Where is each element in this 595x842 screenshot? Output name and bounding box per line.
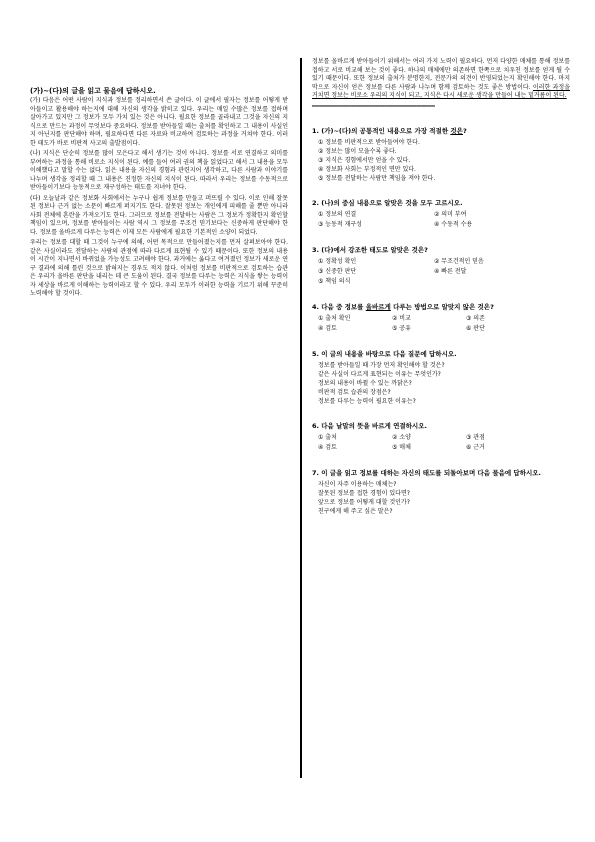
question-7-title: 7. 이 글을 읽고 정보를 대하는 자신의 태도를 되돌아보며 다음 물음에 답하시오. <box>312 469 542 477</box>
option[interactable]: ④ 빠른 전달 <box>434 268 467 275</box>
sub-question: 비판적 검토 습관의 장점은? <box>318 389 391 396</box>
option[interactable]: ⑥ 근거 <box>466 444 485 451</box>
option[interactable]: ④ 검토 <box>318 325 337 332</box>
question-2-options <box>312 210 570 230</box>
continuation-text: 정보를 올바르게 받아들이기 위해서는 여러 가지 노력이 필요하다. 먼저 다양한 매체를 통해 정보를 접하고 서로 비교해 보는 것이 좋다. 하나의 매체에만 의존하면 한쪽으로 치우친 정보를 얻게 될 수 있기 때문이다. 또한 정보의 출처가 분명한지, 전문가의 의견이 반영되었는지 확인해야 한다. 마지막으로 자신이 얻은 정보를 다른 사람과 나누며 함께 검토하는 것도 좋은 방법이다. <box>312 58 570 91</box>
option[interactable]: ⑤ 공유 <box>392 325 411 332</box>
question-3-title: 3. (다)에서 강조한 태도로 알맞은 것은? <box>312 246 428 254</box>
option[interactable]: ④ 정보화 사회는 부정적인 면만 있다. <box>318 166 416 173</box>
option[interactable]: ③ 지식은 경험에서만 얻을 수 있다. <box>318 157 411 164</box>
question-4-title-text: 4. 다음 중 정보를 <box>312 303 366 311</box>
question-6 <box>312 422 570 453</box>
option[interactable]: ③ 관점 <box>466 434 485 441</box>
question-4-title-suffix: 다루는 방법으로 알맞지 않은 것은? <box>390 303 494 311</box>
question-6-options <box>312 433 570 453</box>
column-divider <box>300 58 302 778</box>
option[interactable]: ② 무조건적인 믿음 <box>434 258 484 265</box>
option[interactable]: ② 소양 <box>392 434 411 441</box>
question-5-title: 5. 이 글의 내용을 바탕으로 다음 질문에 답하시오. <box>312 350 457 358</box>
question-4-options <box>312 314 570 334</box>
option[interactable]: ① 정보를 비판적으로 받아들여야 한다. <box>318 139 420 146</box>
passage-paragraph-3: (다) 오늘날과 같은 정보화 사회에서는 누구나 쉽게 정보를 만들고 퍼뜨릴 수 있다. 이로 인해 잘못된 정보나 근거 없는 소문이 빠르게 퍼지기도 한다. 잘못된 정보는 개인에게 피해를 줄 뿐만 아니라 사회 전체에 혼란을 가져오기도 한다. 그러므로 정보를 전달하는 사람은 그 정보가 정확한지 확인할 책임이 있으며, 정보를 받아들이는 사람 역시 그 정보를 무조건 믿기보다는 신중하게 판단해야 한다. 정보를 올바르게 다루는 능력은 이제 모든 사람에게 필요한 기본적인 소양이 되었다. <box>30 194 288 236</box>
sub-question: 자신이 자주 이용하는 매체는? <box>318 481 397 488</box>
passage-continuation <box>312 58 570 101</box>
sub-question: 같은 사실이 다르게 표현되는 이유는 무엇인가? <box>318 371 441 378</box>
option[interactable]: ⑤ 책임 의식 <box>318 278 351 285</box>
option[interactable]: ⑤ 매체 <box>392 444 411 451</box>
left-column <box>30 86 288 301</box>
question-5-items <box>312 361 570 406</box>
option[interactable]: ③ 능동적 재구성 <box>318 221 362 228</box>
passage-paragraph-2: (나) 지식은 단순히 정보를 많이 모은다고 해서 생기는 것이 아니다. 정보를 서로 연결하고 의미를 부여하는 과정을 통해 비로소 지식이 된다. 예를 들어 여러 권의 책을 읽었다고 해서 그 내용을 모두 이해했다고 말할 수는 없다. 읽은 내용을 자신의 경험과 관련지어 생각하고, 다른 사람과 이야기를 나누며 생각을 정리할 때 그 내용은 진정한 자신의 지식이 된다. 따라서 우리는 정보를 수동적으로 받아들이기보다 능동적으로 재구성하는 태도를 지녀야 한다. <box>30 150 288 191</box>
option[interactable]: ① 정확성 확인 <box>318 258 357 265</box>
option[interactable]: ⑤ 정보를 전달하는 사람만 책임을 져야 한다. <box>318 175 436 182</box>
option[interactable]: ② 의미 부여 <box>434 211 467 218</box>
question-1-title <box>312 127 570 136</box>
question-2-title: 2. (나)의 중심 내용으로 알맞은 것을 모두 고르시오. <box>312 199 463 207</box>
question-1-title-suffix: ? <box>462 127 467 135</box>
sub-question: 정보를 다루는 능력이 필요한 이유는? <box>318 398 416 405</box>
passage-heading: (가)~(다)의 글을 읽고 물음에 답하시오. <box>30 87 156 95</box>
question-1 <box>312 127 570 183</box>
question-1-title-text: 1. (가)~(다)의 공통적인 내용으로 가장 적절한 <box>312 127 451 135</box>
sub-question: 친구에게 해 주고 싶은 말은? <box>318 508 393 515</box>
passage-paragraph-4: 우리는 정보를 대할 때 그것이 누구에 의해, 어떤 목적으로 만들어졌는지를 먼저 살펴보아야 한다. 같은 사실이라도 전달하는 사람의 관점에 따라 다르게 표현될 수 있기 때문이다. 또한 정보의 내용이 시간이 지나면서 바뀌었을 가능성도 고려해야 한다. 과거에는 옳다고 여겨졌던 정보가 새로운 연구 결과에 의해 틀린 것으로 밝혀지는 경우도 적지 않다. 이처럼 정보를 비판적으로 검토하는 습관은 우리가 올바른 판단을 내리는 데 큰 도움이 된다. 결국 정보를 다루는 능력은 지식을 쌓는 능력이자 세상을 바르게 이해하는 능력이라고 할 수 있다. 우리 모두가 이러한 능력을 기르기 위해 꾸준히 노력해야 할 것이다. <box>30 239 288 297</box>
question-2 <box>312 199 570 230</box>
question-5 <box>312 350 570 406</box>
question-3-options <box>312 257 570 287</box>
question-4-title <box>312 303 570 312</box>
underlined-sentence: 이러한 과정을 거치면 정보는 비로소 우리의 지식이 되고, 지식은 다시 새로운 생각을 만들어 내는 밑거름이 된다. <box>312 83 570 99</box>
sub-question: 정보를 받아들일 때 가장 먼저 확인해야 할 것은? <box>318 362 445 369</box>
question-1-title-underlined: 것은 <box>450 127 463 135</box>
question-3 <box>312 246 570 287</box>
question-4-title-underlined: 올바르게 <box>365 303 391 311</box>
question-4 <box>312 303 570 334</box>
option[interactable]: ① 출처 확인 <box>318 315 351 322</box>
right-column <box>312 58 570 516</box>
question-1-options <box>312 138 570 183</box>
sub-question: 정보의 내용이 바뀔 수 있는 까닭은? <box>318 380 412 387</box>
option[interactable]: ⑥ 판단 <box>466 325 485 332</box>
option[interactable]: ① 정보의 연결 <box>318 211 357 218</box>
separator-rule: ━━━━━━━━━━━━━━━━━━━━━━━━━━━━━━━━━━ <box>312 102 435 110</box>
option[interactable]: ③ 의존 <box>466 315 485 322</box>
sub-question: 잘못된 정보를 접한 경험이 있다면? <box>318 490 410 497</box>
option[interactable]: ① 출처 <box>318 434 337 441</box>
question-6-title: 6. 다음 낱말의 뜻을 바르게 연결하시오. <box>312 422 427 430</box>
sub-question: 앞으로 정보를 어떻게 대할 것인가? <box>318 499 410 506</box>
option[interactable]: ④ 수동적 수용 <box>434 221 473 228</box>
passage-paragraph-1: (가) 다음은 어떤 사람이 지식과 정보를 정리하면서 쓴 글이다. 이 글에서 필자는 정보를 어떻게 받아들이고 활용해야 하는지에 대해 자신의 생각을 밝히고 있다. 우리는 매일 수많은 정보를 접하며 살아가고 있지만 그 정보가 모두 가치 있는 것은 아니다. 필요한 정보를 골라내고 그것을 자신의 지식으로 만드는 과정이 무엇보다 중요하다. 정보를 받아들일 때는 출처를 확인하고 그 내용이 사실인지 아닌지를 판단해야 하며, 필요하다면 다른 자료와 비교하여 검토하는 과정을 거쳐야 한다. 이러한 태도가 바로 비판적 사고의 출발점이다. <box>30 97 288 147</box>
option[interactable]: ② 정보는 많이 모을수록 좋다. <box>318 148 397 155</box>
question-7-items <box>312 480 570 516</box>
option[interactable]: ② 비교 <box>392 315 411 322</box>
option[interactable]: ④ 검토 <box>318 444 337 451</box>
option[interactable]: ③ 신중한 판단 <box>318 268 357 275</box>
question-7 <box>312 469 570 516</box>
